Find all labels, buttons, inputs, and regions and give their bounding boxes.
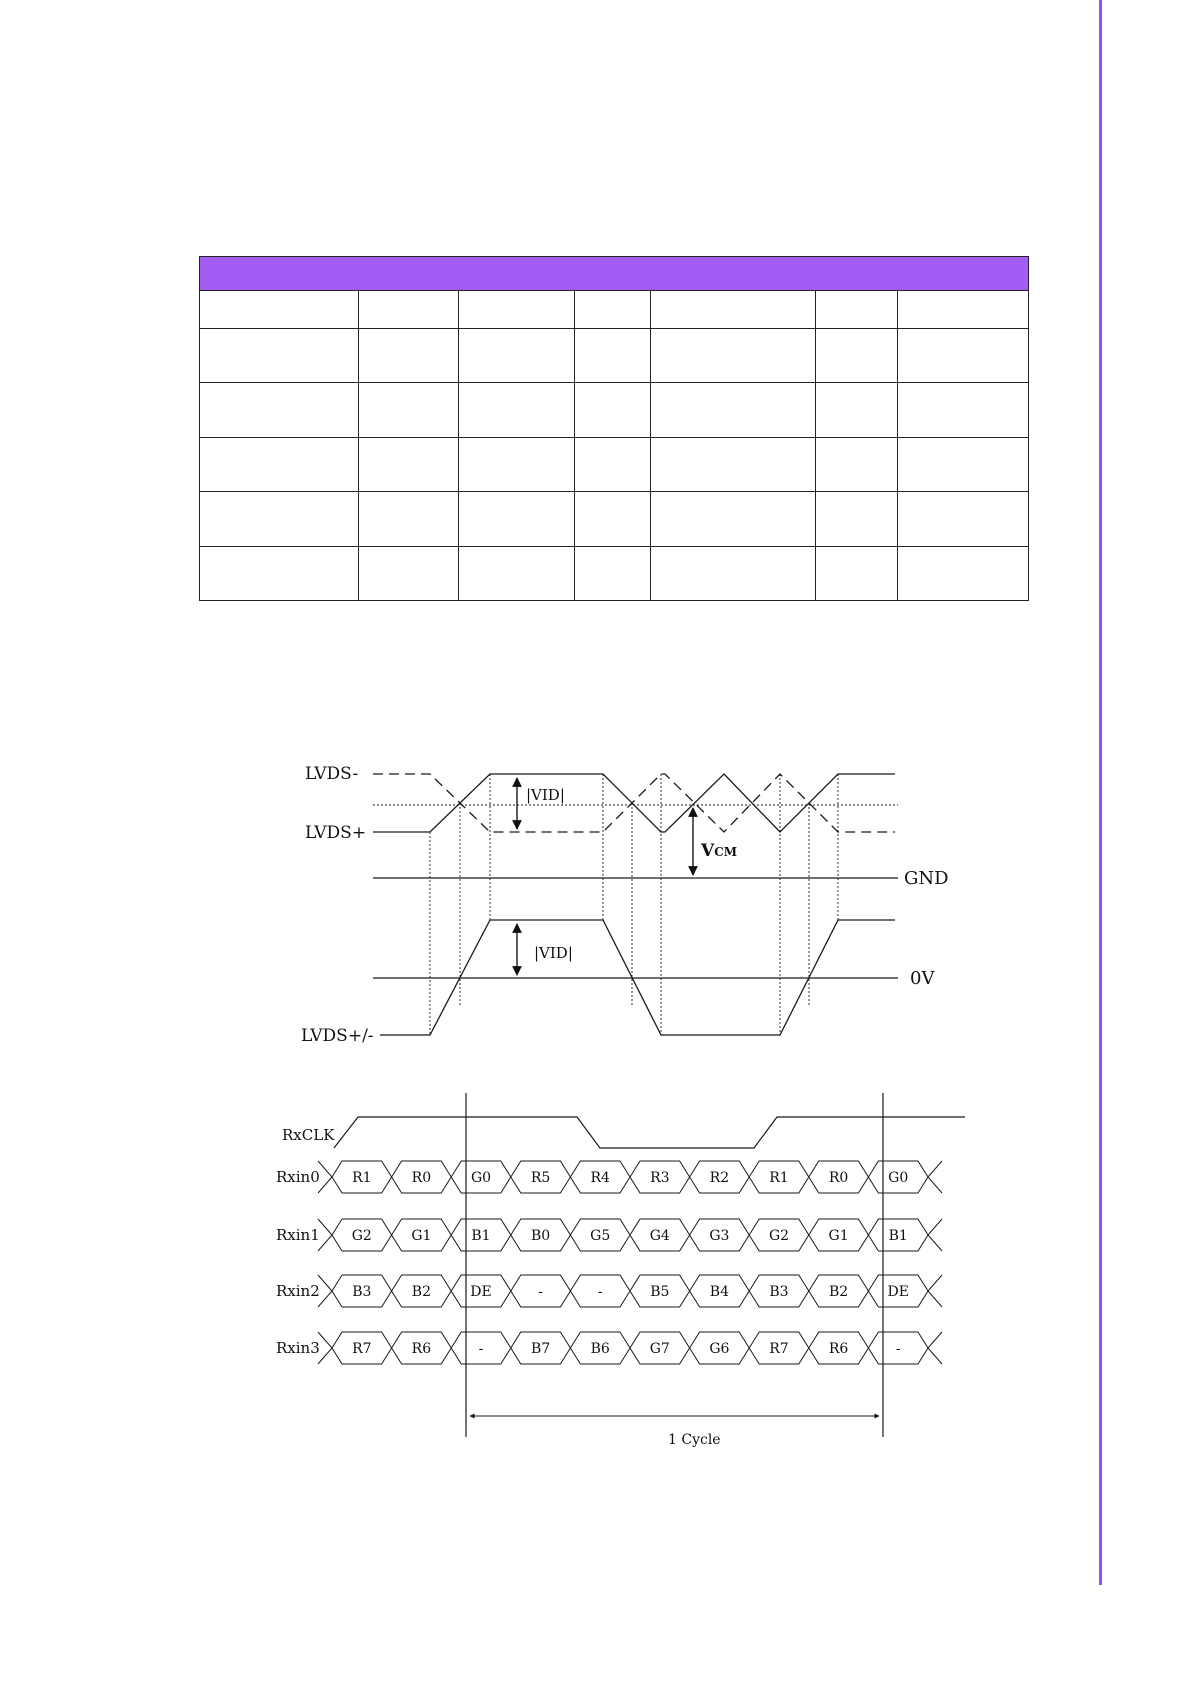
eye-cell-label: B2 bbox=[828, 1284, 849, 1300]
eye-cell-label: G5 bbox=[590, 1228, 611, 1244]
lvds-voltage-diagram bbox=[373, 774, 898, 1035]
vid-top-label: |VID| bbox=[526, 786, 565, 804]
lvds-plus-waveform bbox=[373, 774, 895, 832]
lvds-minus-waveform bbox=[373, 774, 895, 832]
timing-row-label: Rxin2 bbox=[276, 1282, 320, 1300]
eye-cell-label: B6 bbox=[590, 1341, 610, 1357]
eye-edge bbox=[318, 1275, 332, 1307]
timing-row-rxin0 bbox=[276, 1161, 942, 1193]
eye-cell-label: G1 bbox=[411, 1228, 432, 1244]
lvds-plus-label: LVDS+ bbox=[305, 823, 367, 843]
eye-edge bbox=[928, 1332, 942, 1364]
eye-cell-label: G2 bbox=[351, 1228, 372, 1244]
eye-cell-label: R2 bbox=[709, 1170, 730, 1186]
eye-cell-label: R6 bbox=[828, 1341, 849, 1357]
timing-row-rxin2 bbox=[276, 1275, 942, 1307]
eye-cell-label: B4 bbox=[709, 1284, 730, 1300]
eye-cell-label: - bbox=[538, 1284, 543, 1300]
eye-cell-label: R3 bbox=[650, 1170, 670, 1186]
eye-cell-label: G7 bbox=[649, 1341, 670, 1357]
eye-cell-label: R5 bbox=[530, 1170, 551, 1186]
gnd-label: GND bbox=[904, 868, 949, 889]
timing-row-rxin3 bbox=[276, 1332, 942, 1364]
rxclk-waveform bbox=[334, 1117, 965, 1148]
timing-row-label: Rxin0 bbox=[276, 1168, 320, 1186]
eye-cell-label: R7 bbox=[352, 1341, 372, 1357]
timing-row-rxin1 bbox=[276, 1219, 942, 1251]
eye-edge bbox=[928, 1219, 942, 1251]
cycle-label: 1 Cycle bbox=[668, 1432, 721, 1448]
eye-cell-label: R1 bbox=[352, 1170, 372, 1186]
lvds-diff-label: LVDS+/- bbox=[301, 1026, 374, 1046]
eye-cell-label: B7 bbox=[530, 1341, 551, 1357]
eye-cell-label: B3 bbox=[352, 1284, 372, 1300]
eye-cell-label: B1 bbox=[888, 1228, 908, 1244]
eye-cell-label: G1 bbox=[828, 1228, 849, 1244]
eye-cell-label: R6 bbox=[411, 1341, 432, 1357]
rxclk-label: RxCLK bbox=[282, 1126, 335, 1144]
eye-cell-label: B0 bbox=[530, 1228, 551, 1244]
timing-row-label: Rxin1 bbox=[276, 1226, 320, 1244]
eye-cell-label: B5 bbox=[650, 1284, 670, 1300]
eye-cell-label: - bbox=[597, 1284, 603, 1300]
eye-cell-label: R0 bbox=[828, 1170, 849, 1186]
eye-cell-label: G3 bbox=[709, 1228, 730, 1244]
eye-cell-label: B3 bbox=[769, 1284, 789, 1300]
eye-cell-label: G6 bbox=[709, 1341, 730, 1357]
eye-edge bbox=[318, 1332, 332, 1364]
eye-cell-label: G2 bbox=[768, 1228, 790, 1244]
eye-cell-label: - bbox=[478, 1341, 484, 1357]
eye-edge bbox=[928, 1275, 942, 1307]
eye-cell-label: B2 bbox=[411, 1284, 432, 1300]
eye-cell-label: DE bbox=[470, 1284, 492, 1300]
eye-cell-label: B1 bbox=[471, 1228, 491, 1244]
eye-cell-label: R0 bbox=[411, 1170, 432, 1186]
eye-cell-label: G0 bbox=[888, 1170, 909, 1186]
eye-edge bbox=[318, 1219, 332, 1251]
eye-edge bbox=[928, 1161, 942, 1193]
zero-volt-label: 0V bbox=[910, 968, 935, 989]
eye-cell-label: G0 bbox=[470, 1170, 492, 1186]
eye-cell-label: DE bbox=[887, 1284, 909, 1300]
timing-diagram bbox=[276, 1093, 965, 1437]
eye-edge bbox=[318, 1161, 332, 1193]
vcm-label: VCM bbox=[701, 841, 738, 861]
eye-cell-label: G4 bbox=[649, 1228, 670, 1244]
eye-cell-label: R4 bbox=[590, 1170, 610, 1186]
eye-cell-label: R7 bbox=[769, 1341, 789, 1357]
lvds-minus-label: LVDS- bbox=[305, 764, 359, 784]
timing-row-label: Rxin3 bbox=[276, 1339, 320, 1357]
eye-cell-label: - bbox=[895, 1341, 901, 1357]
lvds-labels bbox=[301, 764, 949, 1046]
eye-cell-label: R1 bbox=[769, 1170, 789, 1186]
projection-lines bbox=[430, 774, 838, 1035]
vid-bottom-label: |VID| bbox=[534, 944, 573, 962]
